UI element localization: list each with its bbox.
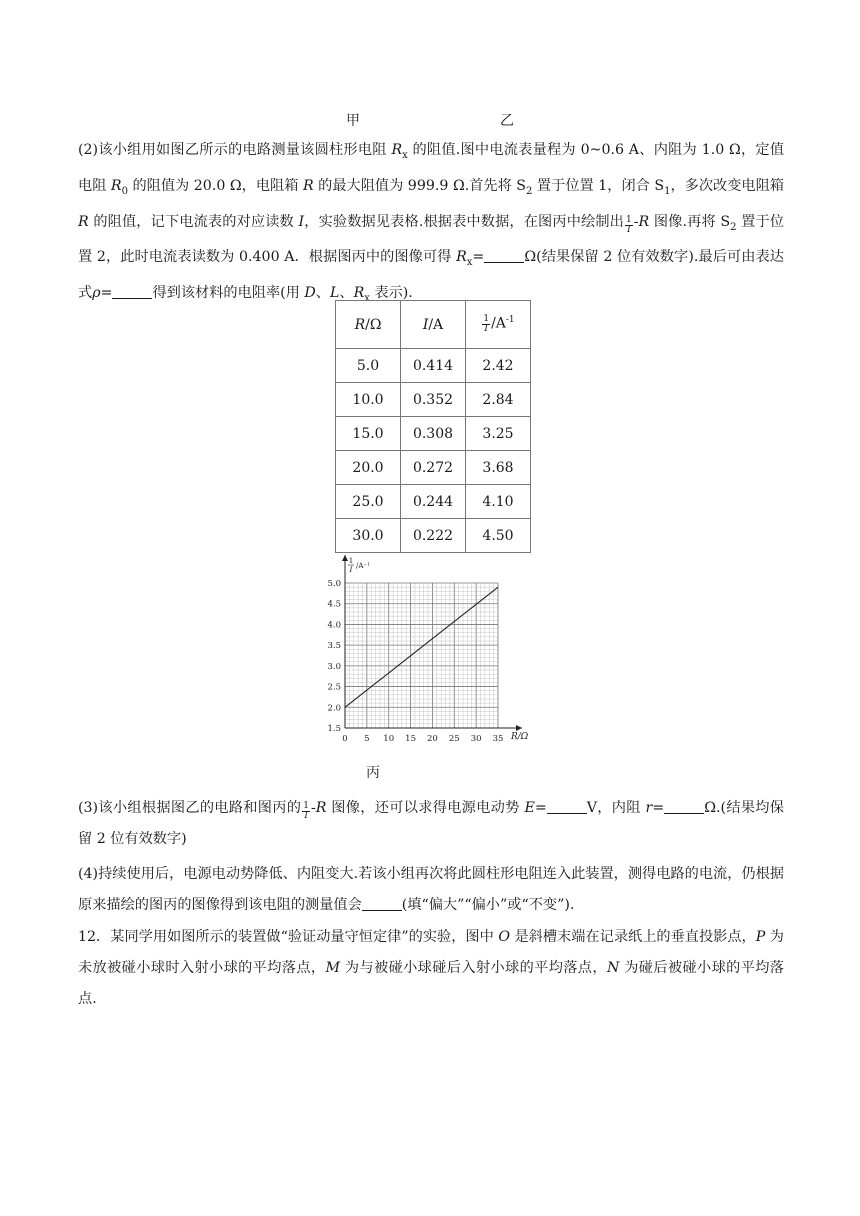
x-axis-label: R/Ω: [511, 732, 529, 742]
y-tick-label: 3.0: [327, 661, 341, 672]
table-header-row: [336, 301, 531, 349]
chart-series: [345, 587, 498, 707]
data-table: [335, 300, 531, 553]
chart-bing: [315, 550, 545, 750]
fraction-1-over-i: $\frac{1}{I}$: [303, 801, 309, 821]
header-i: I/A: [401, 301, 466, 349]
x-tick-label: 10: [383, 734, 395, 744]
chart-axes: [342, 555, 522, 731]
figure-caption-jia: 甲: [346, 113, 360, 129]
x-tick-label: 35: [492, 734, 504, 744]
x-tick-label: 30: [470, 734, 482, 744]
answer-blank-rho[interactable]: [112, 284, 152, 299]
question-part-2: (2)该小组用如图乙所示的电路测量该圆柱形电阻 $R_x$ 的阻值.图中电流表量程为 0~0.6 A、内阻为 1.0 Ω，定值电阻 $R_0$ 的阻值为 20.0 Ω，电阻箱 R 的最大阻值为 999.9 Ω.首先将 $S_2$ 置于位置 1，闭合 $S_1$，多次改变电阻箱 R 的阻值，记下电流表的对应读数 I，实验数据见表格.根据表中数据，在图丙中绘制出 $\frac{1}{I}$ -R 图像.再将 $S_2$ 置于位置 2，此时电流表读数为 0.400 A．根据图丙中的图像可得 $R_x= \Omega$(结果保留 2 位有效数字).最后可由表达式ρ= 得到该材料的电阻率(用 D、L、$R_x$ 表示).: [78, 142, 785, 305]
header-r: R/Ω: [336, 301, 401, 349]
x-axis-arrow: [516, 725, 522, 731]
table-row: 5.0 0.414 2.42: [336, 349, 531, 383]
figure-caption-bing: 丙: [366, 765, 380, 781]
x-tick-label: 15: [405, 734, 416, 744]
x-tick-label: 0: [342, 734, 348, 744]
question-12: 12．某同学用如图所示的装置做“验证动量守恒定律”的实验，图中 O 是斜槽末端在记录纸上的垂直投影点，P 为未放被碰小球时入射小球的平均落点，M 为与被碰小球碰后入射小球的平均落点，N 为碰后被碰小球的平均落点.: [78, 929, 784, 1007]
series-line: [345, 587, 498, 707]
header-inverse-i: $\frac{1}{I}$ $/A^{-1}$: [466, 301, 531, 349]
y-tick-label: 4.5: [327, 599, 341, 610]
y-axis-label-denominator: I: [349, 565, 353, 574]
chart-labels: [348, 556, 529, 742]
x-tick-label: 5: [364, 734, 370, 744]
answer-blank-internal-resistance[interactable]: [664, 799, 704, 814]
y-tick-label: 2.5: [327, 682, 341, 693]
answer-blank-emf[interactable]: [547, 799, 587, 814]
y-tick-label: 2.0: [327, 703, 341, 714]
y-tick-label: 3.5: [327, 641, 341, 652]
figure-caption-yi: 乙: [500, 113, 514, 129]
table-row: 20.0 0.272 3.68: [336, 451, 531, 485]
question-part-3: (3)该小组根据图乙的电路和图丙的 $\frac{1}{I}$ -R 图像，还可以求得电源电动势 E= V，内阻 r= Ω.(结果均保留 2 位有效数字): [78, 800, 784, 847]
question-part-4: (4)持续使用后，电源电动势降低、内阻变大.若该小组再次将此圆柱形电阻连入此装置，测得电路的电流，仍根据原来描绘的图丙的图像得到该电阻的测量值会 (填“偏大”“偏小”或“不变”).: [78, 866, 784, 913]
y-axis-label-numerator: 1: [348, 556, 354, 565]
y-tick-label: 1.5: [327, 724, 341, 734]
fraction-1-over-i: $\frac{1}{I}$: [625, 214, 632, 235]
table-row: 30.0 0.222 4.50: [336, 519, 531, 553]
y-axis-arrow: [342, 555, 348, 561]
y-axis-label-unit: /A⁻¹: [356, 562, 370, 570]
y-tick-label: 5.0: [327, 579, 341, 589]
answer-blank-measurement[interactable]: [362, 896, 402, 911]
table-row: 15.0 0.308 3.25: [336, 417, 531, 451]
table-row: 25.0 0.244 4.10: [336, 485, 531, 519]
x-tick-label: 25: [448, 734, 460, 744]
answer-blank-rx[interactable]: [484, 248, 524, 263]
x-tick-label: 20: [427, 734, 438, 744]
table-row: 10.0 0.352 2.84: [336, 383, 531, 417]
y-tick-label: 4.0: [327, 620, 341, 631]
